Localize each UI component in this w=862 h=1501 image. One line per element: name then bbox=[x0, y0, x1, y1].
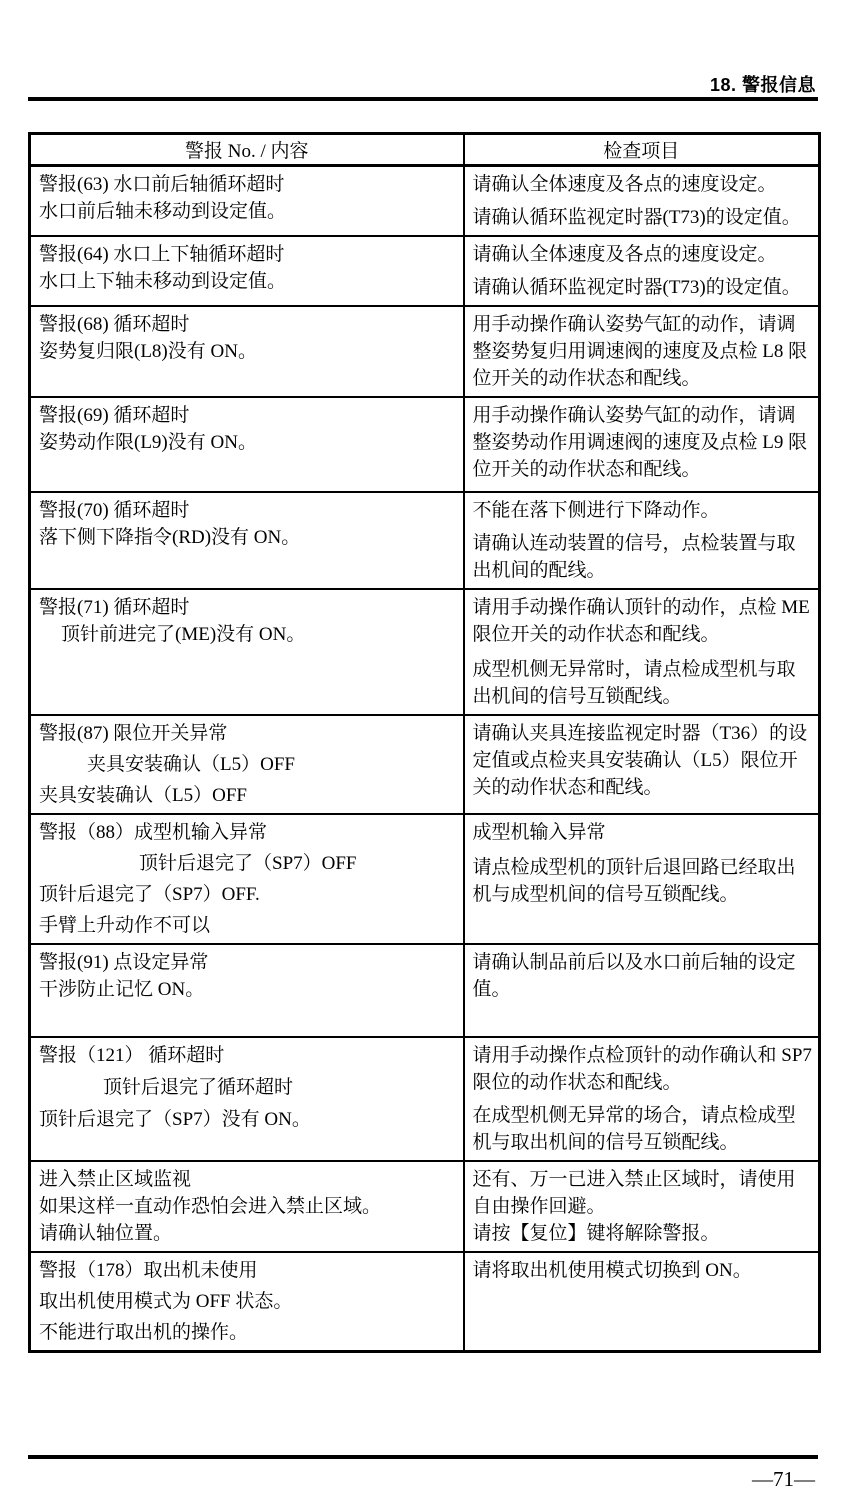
text-line: 警报(87) 限位开关异常 bbox=[39, 723, 228, 744]
text-line: 请按【复位】键将解除警报。 bbox=[472, 1223, 720, 1244]
text-line: 警报(69) 循环超时 bbox=[39, 405, 190, 426]
text-line: 姿势动作限(L9)没有 ON。 bbox=[39, 432, 257, 453]
check-cell bbox=[464, 944, 820, 1037]
check-cell bbox=[464, 236, 820, 306]
table-row bbox=[30, 1252, 820, 1352]
check-cell bbox=[464, 814, 820, 944]
check-cell bbox=[464, 1037, 820, 1161]
text-line: 顶针后退完了（SP7）OFF bbox=[139, 853, 357, 874]
table-header-row bbox=[30, 134, 820, 166]
text-line: 成型机输入异常 bbox=[472, 822, 606, 843]
alarm-cell bbox=[30, 944, 464, 1037]
column-header-alarm: 警报 No. / 内容 bbox=[30, 134, 464, 166]
check-cell bbox=[464, 1252, 820, 1352]
text-line: 警报(68) 循环超时 bbox=[39, 314, 190, 335]
text-line: 如果这样一直动作恐怕会进入禁止区域。 bbox=[39, 1196, 382, 1217]
text-line: 警报(91) 点设定异常 bbox=[39, 952, 209, 973]
text-line: 机与取出机间的信号互锁配线。 bbox=[472, 1132, 739, 1153]
check-cell bbox=[464, 306, 820, 397]
alarm-cell bbox=[30, 589, 464, 715]
alarm-table bbox=[28, 132, 821, 1353]
text-line: 警报(71) 循环超时 bbox=[39, 597, 190, 618]
text-line: 整姿势动作用调速阀的速度及点检 L9 限 bbox=[472, 432, 808, 453]
text-line: 请确认循环监视定时器(T73)的设定值。 bbox=[472, 207, 801, 228]
alarm-cell bbox=[30, 306, 464, 397]
text-line: 警报(70) 循环超时 bbox=[39, 500, 190, 521]
alarm-cell bbox=[30, 1161, 464, 1252]
text-line: 警报(63) 水口前后轴循环超时 bbox=[39, 174, 285, 195]
text-line: 夹具安装确认（L5）OFF bbox=[39, 785, 247, 806]
text-line: 位开关的动作状态和配线。 bbox=[472, 459, 701, 480]
text-line: 夹具安装确认（L5）OFF bbox=[87, 754, 295, 775]
text-line: 定值或点检夹具安装确认（L5）限位开 bbox=[472, 750, 798, 771]
text-line: 出机间的配线。 bbox=[472, 560, 606, 581]
table-body bbox=[30, 166, 820, 1352]
check-cell bbox=[464, 589, 820, 715]
check-cell bbox=[464, 1161, 820, 1252]
text-line: 顶针前进完了(ME)没有 ON。 bbox=[61, 624, 306, 645]
text-line: 整姿势复归用调速阀的速度及点检 L8 限 bbox=[472, 341, 808, 362]
text-line: 限位开关的动作状态和配线。 bbox=[472, 624, 720, 645]
text-line: 请用手动操作点检顶针的动作确认和 SP7 bbox=[472, 1045, 812, 1066]
table-row bbox=[30, 306, 820, 397]
alarm-cell bbox=[30, 1252, 464, 1352]
header-rule bbox=[28, 97, 818, 101]
alarm-cell bbox=[30, 492, 464, 589]
check-cell bbox=[464, 166, 820, 237]
check-cell bbox=[464, 397, 820, 492]
text-line: 在成型机侧无异常的场合，请点检成型 bbox=[472, 1105, 796, 1126]
text-line: 成型机侧无异常时，请点检成型机与取 bbox=[472, 659, 796, 680]
text-line: 水口上下轴未移动到设定值。 bbox=[39, 271, 287, 292]
text-line: 请点检成型机的顶针后退回路已经取出 bbox=[472, 857, 796, 878]
table-row bbox=[30, 1037, 820, 1161]
table-row bbox=[30, 166, 820, 237]
text-line: 警报（121） 循环超时 bbox=[39, 1045, 225, 1066]
text-line: 用手动操作确认姿势气缸的动作，请调 bbox=[472, 314, 796, 335]
table-row bbox=[30, 814, 820, 944]
text-line: 顶针后退完了循环超时 bbox=[103, 1077, 294, 1098]
text-line: 请确认夹具连接监视定时器（T36）的设 bbox=[472, 723, 808, 744]
text-line: 还有、万一已进入禁止区域时，请使用 bbox=[472, 1169, 796, 1190]
page-number: —71— bbox=[752, 1467, 815, 1491]
text-line: 自由操作回避。 bbox=[472, 1196, 606, 1217]
text-line: 警报（88）成型机输入异常 bbox=[39, 822, 268, 843]
text-line: 请确认轴位置。 bbox=[39, 1223, 173, 1244]
text-line: 请确认连动装置的信号，点检装置与取 bbox=[472, 533, 796, 554]
table-row bbox=[30, 715, 820, 814]
check-cell bbox=[464, 715, 820, 814]
alarm-cell bbox=[30, 715, 464, 814]
text-line: 请确认制品前后以及水口前后轴的设定 bbox=[472, 952, 796, 973]
text-line: 用手动操作确认姿势气缸的动作，请调 bbox=[472, 405, 796, 426]
alarm-cell bbox=[30, 397, 464, 492]
text-line: 警报(64) 水口上下轴循环超时 bbox=[39, 244, 285, 265]
table-row bbox=[30, 589, 820, 715]
table-row bbox=[30, 236, 820, 306]
table-row bbox=[30, 1161, 820, 1252]
text-line: 机与成型机间的信号互锁配线。 bbox=[472, 884, 739, 905]
text-line: 关的动作状态和配线。 bbox=[472, 777, 663, 798]
check-cell bbox=[464, 492, 820, 589]
text-line: 请确认循环监视定时器(T73)的设定值。 bbox=[472, 277, 801, 298]
footer-rule bbox=[28, 1455, 818, 1459]
text-line: 顶针后退完了（SP7）OFF. bbox=[39, 884, 260, 905]
text-line: 取出机使用模式为 OFF 状态。 bbox=[39, 1291, 293, 1312]
text-line: 限位的动作状态和配线。 bbox=[472, 1072, 682, 1093]
text-line: 进入禁止区域监视 bbox=[39, 1169, 192, 1190]
text-line: 出机间的信号互锁配线。 bbox=[472, 686, 682, 707]
text-line: 不能在落下侧进行下降动作。 bbox=[472, 500, 720, 521]
text-line: 干涉防止记忆 ON。 bbox=[39, 979, 205, 1000]
alarm-cell bbox=[30, 814, 464, 944]
text-line: 水口前后轴未移动到设定值。 bbox=[39, 201, 287, 222]
text-line: 手臂上升动作不可以 bbox=[39, 915, 211, 936]
text-line: 位开关的动作状态和配线。 bbox=[472, 368, 701, 389]
text-line: 请用手动操作确认顶针的动作，点检 ME bbox=[472, 597, 810, 618]
text-line: 请将取出机使用模式切换到 ON。 bbox=[472, 1260, 752, 1281]
text-line: 请确认全体速度及各点的速度设定。 bbox=[472, 244, 777, 265]
text-line: 姿势复归限(L8)没有 ON。 bbox=[39, 341, 257, 362]
table-row bbox=[30, 397, 820, 492]
alarm-cell bbox=[30, 166, 464, 237]
column-header-check: 检查项目 bbox=[464, 134, 820, 166]
text-line: 不能进行取出机的操作。 bbox=[39, 1322, 249, 1343]
alarm-cell bbox=[30, 1037, 464, 1161]
alarm-cell bbox=[30, 236, 464, 306]
section-title: 18. 警报信息 bbox=[709, 75, 816, 95]
text-line: 落下侧下降指令(RD)没有 ON。 bbox=[39, 527, 301, 548]
table-row bbox=[30, 492, 820, 589]
text-line: 警报（178）取出机未使用 bbox=[39, 1260, 258, 1281]
text-line: 值。 bbox=[472, 979, 511, 1000]
text-line: 顶针后退完了（SP7）没有 ON。 bbox=[39, 1109, 311, 1130]
table-row bbox=[30, 944, 820, 1037]
text-line: 请确认全体速度及各点的速度设定。 bbox=[472, 174, 777, 195]
